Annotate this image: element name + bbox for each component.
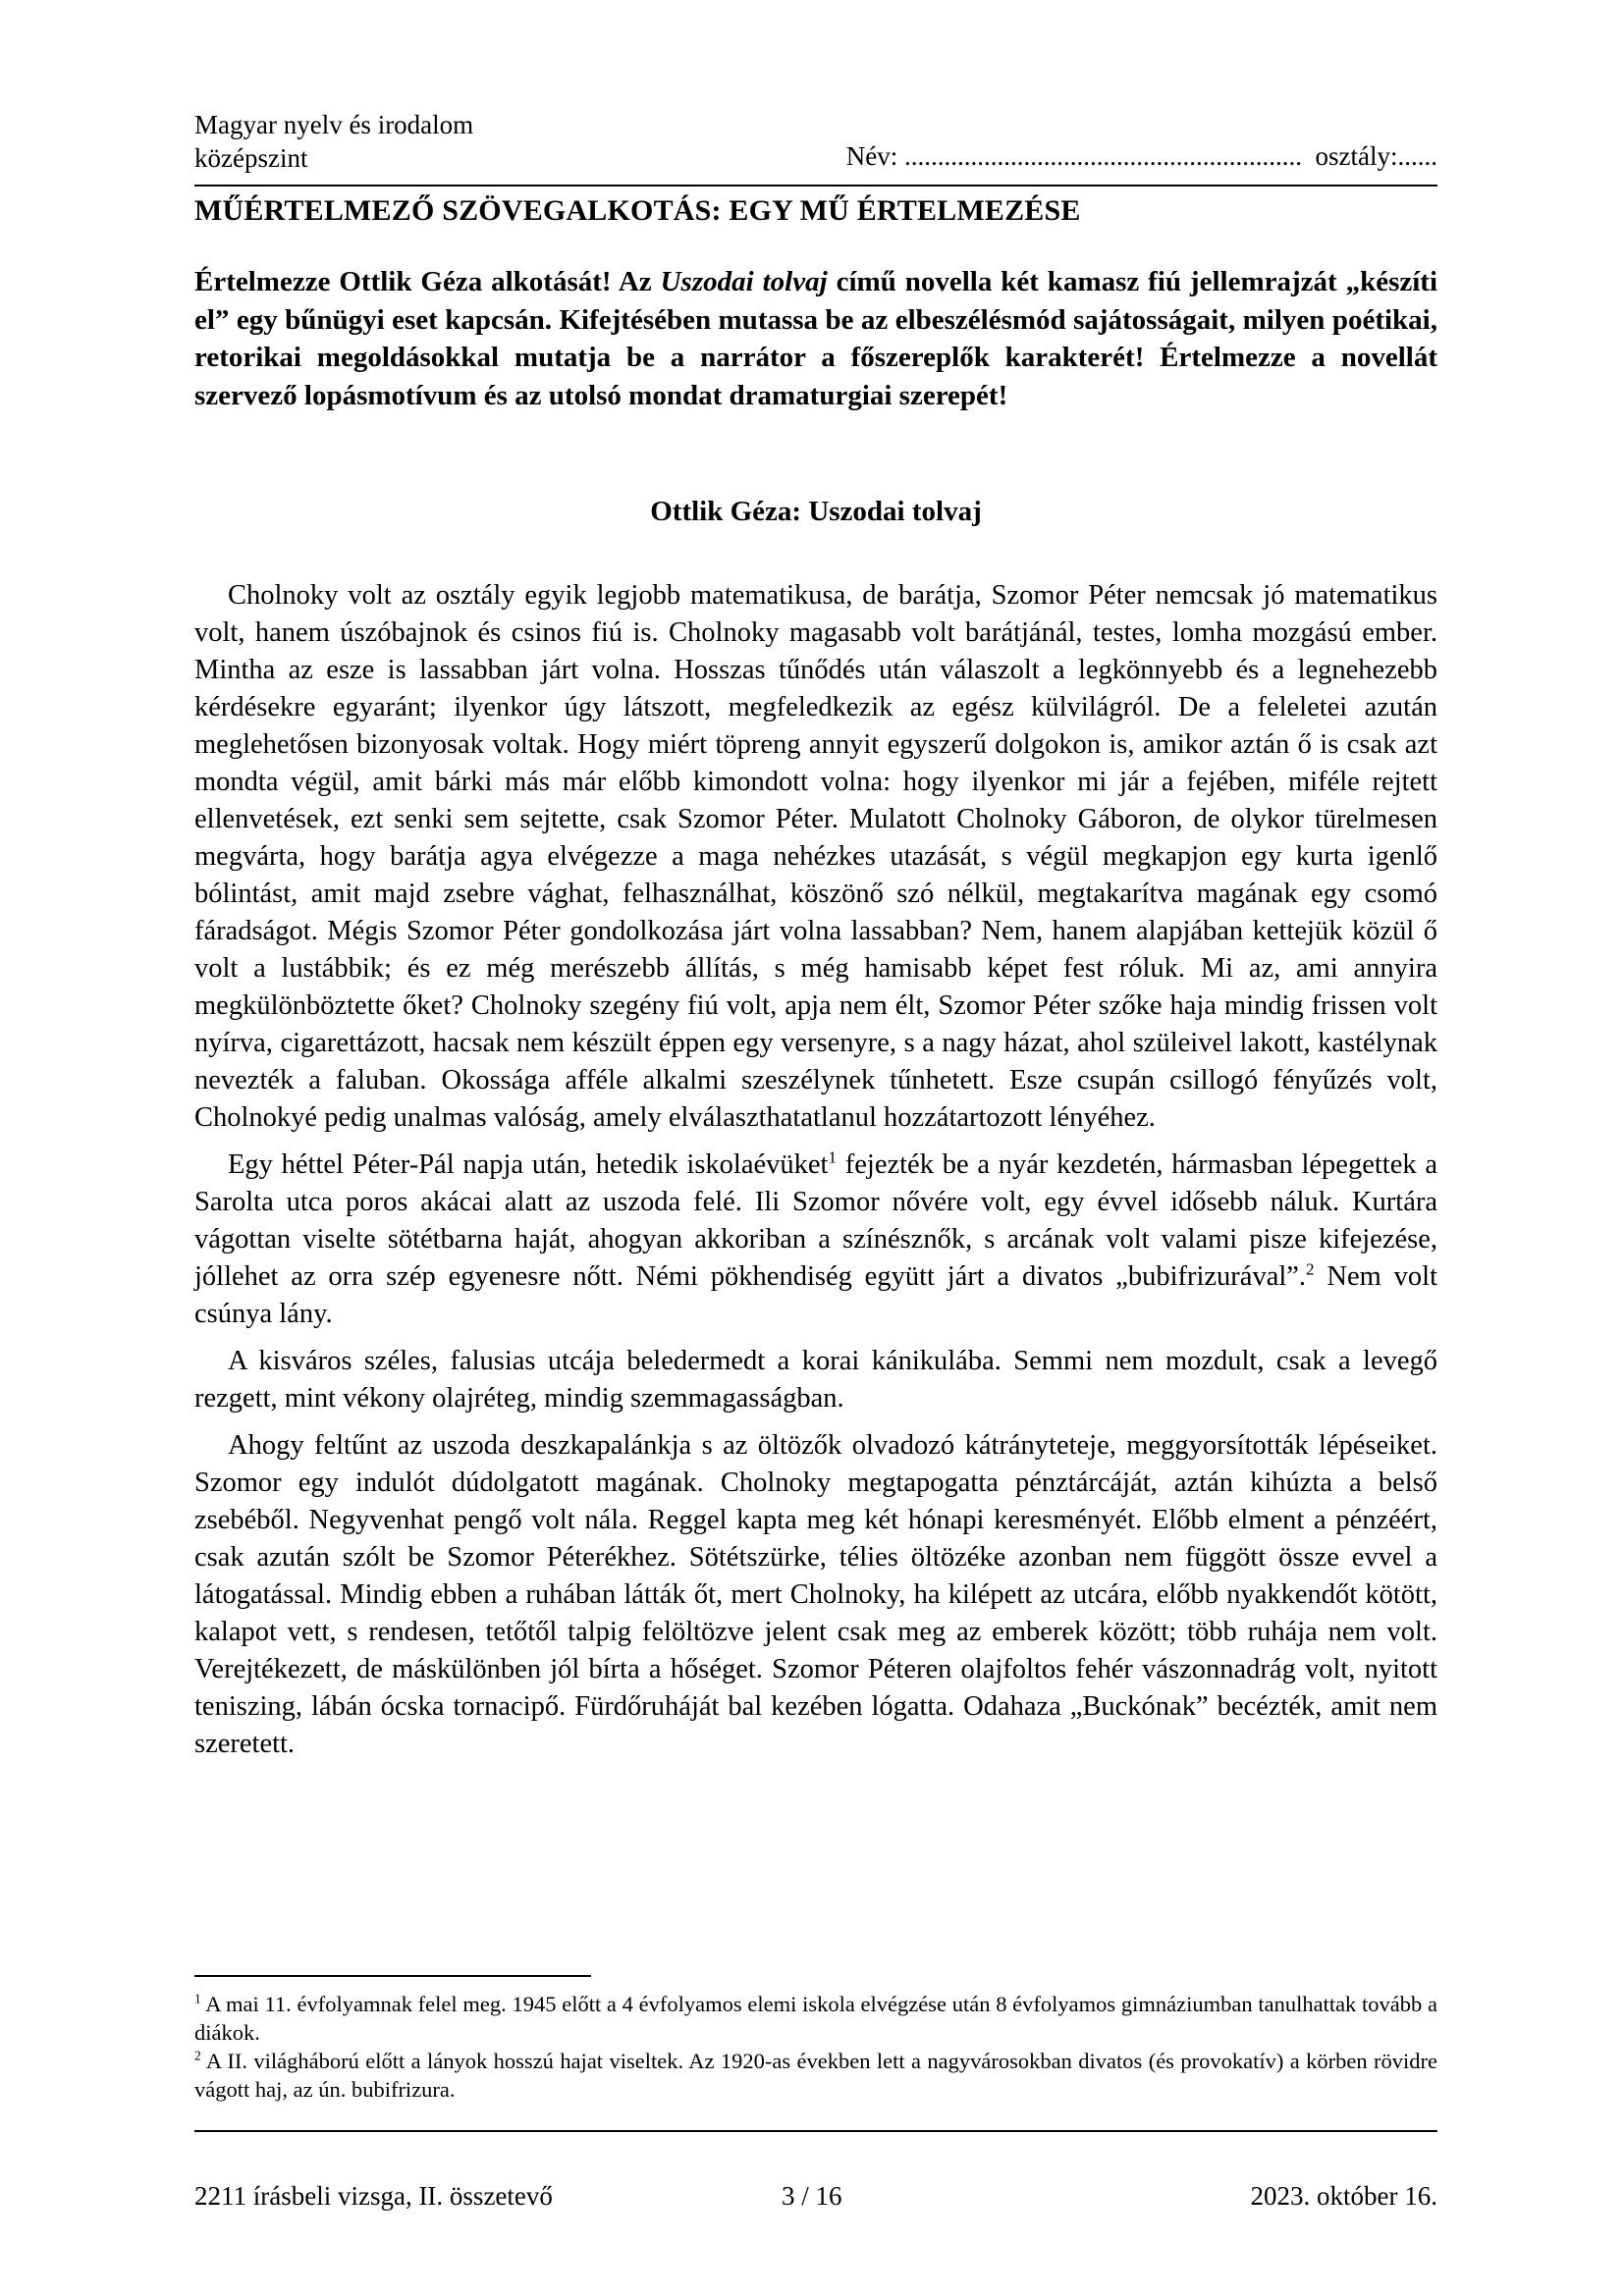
page-footer xyxy=(194,2181,1437,2216)
footnote-ref-2: 2 xyxy=(1306,1259,1315,1279)
header-name-field: Név: ............................................................ osztály:...... xyxy=(845,141,1437,171)
footnote-ref-1: 1 xyxy=(828,1148,838,1167)
footer-page-number: 3 / 16 xyxy=(782,2181,842,2211)
footnote-1-text: A mai 11. évfolyamnak felel meg. 1945 előtt a 4 évfolyamos elemi iskola elvégzése után 8 évfolyamos gimnáziumban tanulhattak tovább a diákok. xyxy=(194,1992,1437,2045)
header-level: középszint xyxy=(194,143,308,173)
footnote-2 xyxy=(194,2047,1437,2104)
task-text-1: Értelmezze Ottlik Géza alkotását! Az xyxy=(194,266,661,297)
task-text-2: című novella két kamasz fiú jellemrajzát „készíti el” egy bűnügyi eset kapcsán. Kifejtésében mutassa be az elbeszélésmód sajátosságait, milyen poétikai, retorikai megoldásokkal mutatja be a narrátor a főszereplők karakterét! Értelmezze a novellát szervező lopásmotívum és az utolsó mondat dramaturgiai szerepét! xyxy=(194,266,1438,411)
task-instructions xyxy=(194,263,1437,414)
story-text xyxy=(194,577,1437,1763)
paragraph-1: Cholnoky volt az osztály egyik legjobb matematikusa, de barátja, Szomor Péter nemcsak jó matematikus volt, hanem úszóbajnok és csinos fiú is. Cholnoky magasabb volt barátjánál, testes, lomha mozgású ember. Mintha az esze is lassabban járt volna. Hosszas tűnődés után válaszolt a legkönnyebb és a legnehezebb kérdésekre egyaránt; ilyenkor úgy látszott, megfeledkezik az egész külvilágról. De a feleletei azután meglehetősen bizonyosak voltak. Hogy miért töpreng annyit egyszerű dolgokon is, amikor aztán ő is csak azt mondta végül, amit bárki más már előbb kimondott volna: hogy ilyenkor mi jár a fejében, miféle rejtett ellenvetések, ezt senki sem sejtette, csak Szomor Péter. Mulatott Cholnoky Gáboron, de olykor türelmesen megvárta, hogy barátja agya elvégezze a maga nehézkes utazását, s végül megkapjon egy kurta igenlő bólintást, amit majd zsebre vághat, felhasználhat, köszönő szó nélkül, megtakarítva magának egy csomó fáradságot. Mégis Szomor Péter gondolkozása járt volna lassabban? Nem, hanem alapjában kettejük közül ő volt a lustábbik; és ez még merészebb állítás, s még hamisabb képet fest róluk. Mi az, ami annyira megkülönböztette őket? Cholnoky szegény fiú volt, apja nem élt, Szomor Péter szőke haja mindig frissen volt nyírva, cigarettázott, hacsak nem készült éppen egy versenyre, s a nagy házat, ahol szüleivel lakott, kastélynak nevezték a faluban. Okossága afféle alkalmi szeszélynek tűnhetett. Esze csupán csillogó fényűzés volt, Cholnokyé pedig unalmas valóság, amely elválaszthatatlanul hozzátartozott lényéhez. xyxy=(194,580,1437,1133)
footer-exam-id: 2211 írásbeli vizsga, II. összetevő xyxy=(194,2181,553,2211)
paragraph-4: Ahogy feltűnt az uszoda deszkapalánkja s az öltözők olvadozó kátrányteteje, meggyorsították lépéseiket. Szomor egy indulót dúdolgatott magának. Cholnoky megtapogatta pénztárcáját, aztán kihúzta a belső zsebéből. Negyvenhat pengő volt nála. Reggel kapta meg két hónapi keresményét. Előbb elment a pénzéért, csak azután szólt be Szomor Péterékhez. Sötétszürke, télies öltözéke azonban nem függött össze evvel a látogatással. Mindig ebben a ruhában látták őt, mert Cholnoky, ha kilépett az utcára, előbb nyakkendőt kötött, kalapot vett, s rendesen, tetőtől talpig felöltözve jelent csak meg az emberek között; több ruhája nem volt. Verejtékezett, de máskülönben jól bírta a hőséget. Szomor Péteren olajfoltos fehér vászonnadrág volt, nyitott teniszing, lábán ócska tornacipő. Fürdőruháját bal kezében lógatta. Odahaza „Buckónak” becézték, amit nem szeretett. xyxy=(194,1430,1437,1759)
footnote-2-text: A II. világháború előtt a lányok hosszú hajat viseltek. Az 1920-as években lett a nagyvárosokban divatos (és provokatív) a körben rövidre vágott haj, az ún. bubifrizura. xyxy=(194,2049,1437,2102)
footer-date: 2023. október 16. xyxy=(1250,2181,1437,2211)
header-subject: Magyar nyelv és irodalom xyxy=(194,110,474,139)
paragraph-2-text-a: Egy héttel Péter-Pál napja után, hetedik iskolaévüket xyxy=(228,1149,829,1180)
header-subject-block xyxy=(194,108,473,175)
footnote-2-mark: 2 xyxy=(194,2048,201,2063)
paragraph-2 xyxy=(194,1147,1437,1333)
paragraph-3: A kisváros széles, falusias utcája beledermedt a korai kánikulába. Semmi nem mozdult, csak a levegő rezgett, mint vékony olajréteg, mindig szemmagasságban. xyxy=(194,1346,1437,1414)
footnote-divider xyxy=(194,1975,591,1977)
footnotes xyxy=(194,1990,1437,2104)
paragraph-2-text-c: Nem volt csúnya lány. xyxy=(194,1261,1437,1329)
work-title: Ottlik Géza: Uszodai tolvaj xyxy=(650,496,982,527)
page-title: MŰÉRTELMEZŐ SZÖVEGALKOTÁS: EGY MŰ ÉRTELMEZÉSE xyxy=(194,194,1081,227)
task-work-title: Uszodai tolvaj xyxy=(660,266,828,297)
footer-divider xyxy=(194,2130,1437,2132)
footnote-1 xyxy=(194,1990,1437,2047)
page-header xyxy=(194,106,1437,187)
footnote-1-mark: 1 xyxy=(194,1991,201,2006)
paragraph-2-text-b: fejezték be a nyár kezdetén, hármasban lépegettek a Sarolta utca poros akácai alatt az uszoda felé. Ili Szomor nővére volt, egy évvel idősebb náluk. Kurtára vágottan viselte sötétbarna haját, ahogyan akkoriban a színésznők, s arcának volt valami pisze kifejezése, jóllehet az orra szép egyenesre nőtt. Némi pökhendiség együtt járt a divatos „bubifrizurával”. xyxy=(194,1149,1437,1292)
